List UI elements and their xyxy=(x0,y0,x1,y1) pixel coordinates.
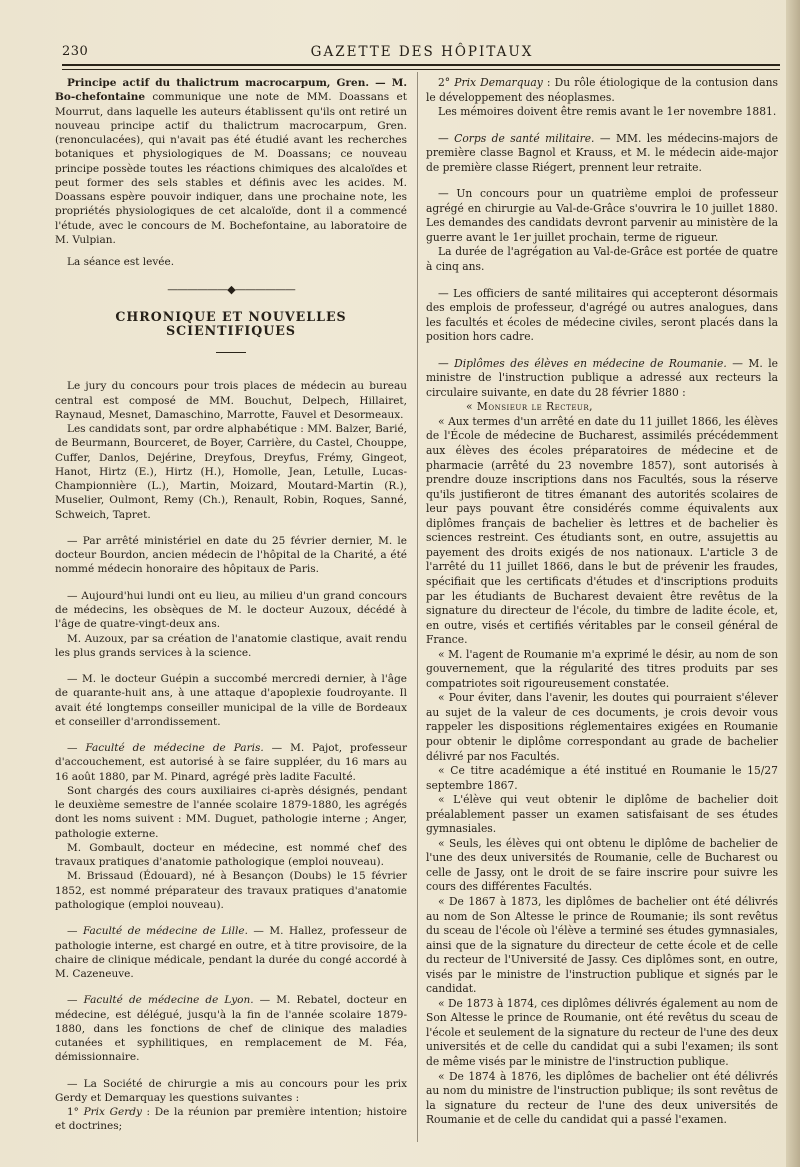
paragraph: — Diplômes des élèves en médecine de Roumanie. — M. le ministre de l'instruction publique a adressé aux recteurs la circulaire suivante, en date du 28 février 1880 : xyxy=(426,356,779,399)
paragraph: « Aux termes d'un arrêté en date du 11 juillet 1866, les élèves de l'École de médecine de Bucharest, assimilés précédemment aux élèves des écoles préparatoires de médecine et de pharmacie (arrêté du 23 novembre 1857), sont autorisés à prendre douze inscriptions dans nos Facultés, sous la réserve qu'ils justifieront de titres émanant des autorités scolaires de leur pays pouvant être considérés comme équivalents aux diplômes français de bachelier ès lettres et de bachelier ès sciences restreint. Ces étudiants sont, en outre, assujettis au payement des droits exigés de nos nationaux. L'article 3 de l'arrêté du 11 juillet 1866, dans le but de prévenir les fraudes, spécifiait que les certificats d'études et d'inscriptions produits par les étudiants de Bucharest devaient être revêtus de la signature du directeur de l'école, du timbre de ladite école, et, en outre, visés et certifiés véritables par le conseil général de France. xyxy=(426,414,778,647)
paragraph: M. Brissaud (Édouard), né à Besançon (Doubs) le 15 février 1852, est nommé préparateur des travaux pratiques d'anatomie pathologique (emploi nouveau). xyxy=(55,870,407,912)
left-column xyxy=(55,76,407,1134)
paragraph: « De 1873 à 1874, ces diplômes délivrés également au nom de Son Altesse le prince de Roumanie, ont été revêtus du sceau de l'école et seulement de la signature du recteur de l'une des deux universités et de celle du candidat qui a subi l'examen; ils sont de même visés par le ministre de l'instruction publique. xyxy=(426,996,778,1068)
paragraph-lead: Prix Gerdy xyxy=(83,1106,142,1119)
paragraph: M. Gombault, docteur en médecine, est nommé chef des travaux pratiques d'anatomie pathologique (emploi nouveau). xyxy=(55,841,407,869)
journal-title: GAZETTE DES HÔPITAUX xyxy=(310,44,534,60)
paragraph-thalictrum: Principe actif du thalictrum macrocarpum, Gren. — M. Bo-chefontaine communique une note de MM. Doassans et Mourrut, dans laquelle les auteurs établissent qu'ils ont retiré un nouveau principe actif du thalictrum macrocarpum, Gren. (renonculacées), qui n'avait pas été étudié avant les recherches botaniques et physiologiques de M. Doassans; ce nouveau principe possède toutes les réactions chimiques des alcaloïdes et peut former des sels stables et définis avec les acides. M. Doassans espère pouvoir indiquer, dans une prochaine note, les propriétés physiologiques de cet alcaloïde, dont il a commencé l'étude, avec le concours de M. Bochefontaine, au laboratoire de M. Vulpian. xyxy=(55,77,407,246)
paragraph-lead: — Faculté de médecine de Lille. xyxy=(67,925,248,938)
paragraph: — Corps de santé militaire. — MM. les médecins-majors de première classe Bagnol et Krauss, et M. le médecin aide-major de première classe Riégert, prennent leur retraite. xyxy=(426,131,778,174)
paragraph-lead: Prix Demarquay xyxy=(454,76,543,89)
paragraph: « Ce titre académique a été institué en Roumanie le 15/27 septembre 1867. xyxy=(426,764,778,792)
paragraph: Sont chargés des cours auxiliaires ci-après désignés, pendant le deuxième semestre de l'année scolaire 1879-1880, les agrégés dont les noms suivent : MM. Duguet, pathologie interne ; Anger, pathologie externe. xyxy=(55,784,407,840)
paragraph: — Faculté de médecine de Lille. — M. Hallez, professeur de pathologie interne, est chargé en outre, et à titre provisoire, de la chaire de clinique médicale, pendant la durée du congé accordé à M. Cazeneuve. xyxy=(55,925,407,981)
paragraph: — La Société de chirurgie a mis au concours pour les prix Gerdy et Demarquay les questions suivantes : xyxy=(55,1077,407,1104)
paragraph: Les mémoires doivent être remis avant le 1er novembre 1881. xyxy=(438,105,777,119)
section-heading: CHRONIQUE ET NOUVELLES SCIENTIFIQUES xyxy=(115,308,347,338)
page-number: 230 xyxy=(62,44,89,59)
paragraph-seance: La séance est levée. xyxy=(67,256,175,269)
paragraph: « Pour éviter, dans l'avenir, les doutes qui pourraient s'élever au sujet de la valeur de ces documents, je crois devoir vous rappeler les dispositions réglementaires exigées en Roumanie pour obtenir le diplôme correspondant au grade de bachelier délivré par nos Facultés. xyxy=(426,691,778,763)
paragraph: « M. l'agent de Roumanie m'a exprimé le désir, au nom de son gouvernement, que la régularité des titres produits par ses compatriotes soit rigoureusement constatée. xyxy=(426,647,778,690)
paragraph-lead: — Faculté de médecine de Lyon. xyxy=(67,994,254,1007)
letter-salutation: « Monsieur le Recteur, xyxy=(466,400,593,414)
paragraph-lead: — Diplômes des élèves en médecine de Roumanie. xyxy=(438,356,727,370)
header-rule-thick xyxy=(62,64,780,66)
short-rule xyxy=(216,352,246,353)
column-divider xyxy=(417,72,418,1142)
paragraph: — Par arrêté ministériel en date du 25 février dernier, M. le docteur Bourdon, ancien médecin de l'hôpital de la Charité, a été nommé médecin honoraire des hôpitaux de Paris. xyxy=(55,534,407,576)
paragraph-lead: — Faculté de médecine de Paris. xyxy=(67,742,264,755)
paragraph: — Faculté de médecine de Paris. — M. Pajot, professeur d'accouchement, est autorisé à se faire suppléer, du 16 mars au 16 août 1880, par M. Pinard, agrégé près ladite Faculté. xyxy=(55,742,407,783)
paragraph-lead: — Corps de santé militaire. xyxy=(438,131,595,145)
paragraph: 2° Prix Demarquay : Du rôle étiologique de la contusion dans le développement des néoplasmes. xyxy=(426,76,778,104)
paragraph: — Les officiers de santé militaires qui accepteront désormais des emplois de professeur, d'agrégé ou autres analogues, dans les facultés et écoles de médecine civiles, seront placés dans la position hors cadre. xyxy=(426,286,778,344)
paragraph: M. Auzoux, par sa création de l'anatomie clastique, avait rendu les plus grands services à la science. xyxy=(55,632,407,659)
paragraph: « L'élève qui veut obtenir le diplôme de bachelier doit préalablement passer un examen satisfaisant de ses études gymnasiales. xyxy=(426,793,778,836)
paragraph: 1° Prix Gerdy : De la réunion par première intention; histoire et doctrines; xyxy=(55,1106,407,1133)
paragraph: — Un concours pour un quatrième emploi de professeur agrégé en chirurgie au Val-de-Grâce s'ouvrira le 10 juillet 1880. Les demandes des candidats devront parvenir au ministère de la guerre avant le 1er juillet prochain, terme de rigueur. xyxy=(426,187,778,244)
paragraph-heading: Principe actif du thalictrum macrocarpum, Gren. — M. Bo-chefontaine xyxy=(55,77,407,104)
paragraph: « De 1874 à 1876, les diplômes de bachelier ont été délivrés au nom du ministre de l'instruction publique; ils sont revêtus de la signature du recteur de l'une des deux universités de Roumanie et de celle du candidat qui a passé l'examen. xyxy=(426,1069,778,1127)
paragraph: « Seuls, les élèves qui ont obtenu le diplôme de bachelier de l'une des deux universités de Roumanie, celle de Bucharest ou celle de Jassy, ont le droit de se faire inscrire pour suivre les cours des différentes Facultés. xyxy=(426,836,778,894)
paragraph: — M. le docteur Guépin a succombé mercredi dernier, à l'âge de quarante-huit ans, à une attaque d'apoplexie foudroyante. Il avait été longtemps conseiller municipal de la ville de Bordeaux et conseiller d'arrondissement. xyxy=(55,673,407,728)
paragraph: « De 1867 à 1873, les diplômes de bachelier ont été délivrés au nom de Son Altesse le prince de Roumanie; ils sont revêtus du sceau de l'école où l'élève a terminé ses études gymnasiales, ainsi que de la signature du directeur de cette école et de celle du recteur de l'Université de Jassy. Ces diplômes sont, en outre, visés par le ministre de l'instruction publique et signés par le candidat. xyxy=(426,894,778,996)
running-head xyxy=(62,44,782,64)
paragraph: La durée de l'agrégation au Val-de-Grâce est portée de quatre à cinq ans. xyxy=(426,245,778,274)
paragraph: Le jury du concours pour trois places de médecin au bureau central est composé de MM. Bouchut, Delpech, Hillairet, Raynaud, Mesnet, Damaschino, Marrotte, Fauvel et Desormeaux. xyxy=(55,380,407,421)
paragraph: Les candidats sont, par ordre alphabétique : MM. Balzer, Barié, de Beurmann, Bourceret, de Boyer, Carrière, du Castel, Chouppe, Cuffer, Danlos, Dejérine, Dreyfous, Dreyfus, Frémy, Gingeot, Hanot, Hirtz (E.), Hirtz (H.), Homolle, Jean, Letulle, Lucas-Championnière (L.), Martin, Moizard, Moutard-Martin (R.), Muselier, Oulmont, Remy (Ch.), Renault, Robin, Roques, Sanné, Schweich, Tapret. xyxy=(55,423,407,521)
paragraph: — Faculté de médecine de Lyon. — M. Rebatel, docteur en médecine, est délégué, jusqu'à la fin de l'année scolaire 1879-1880, dans les fonctions de chef de clinique des maladies cutanées et syphilitiques, en remplacement de M. Féa, démissionnaire. xyxy=(55,994,407,1064)
paragraph: — Aujourd'hui lundi ont eu lieu, au milieu d'un grand concours de médecins, les obsèques de M. le docteur Auzoux, décédé à l'âge de quatre-vingt-deux ans. xyxy=(55,589,407,631)
ornament-divider: ——————◆—————— xyxy=(167,283,295,297)
page-spine-shadow xyxy=(786,0,800,1167)
right-column xyxy=(426,76,778,1128)
header-rule-thin xyxy=(62,69,780,70)
